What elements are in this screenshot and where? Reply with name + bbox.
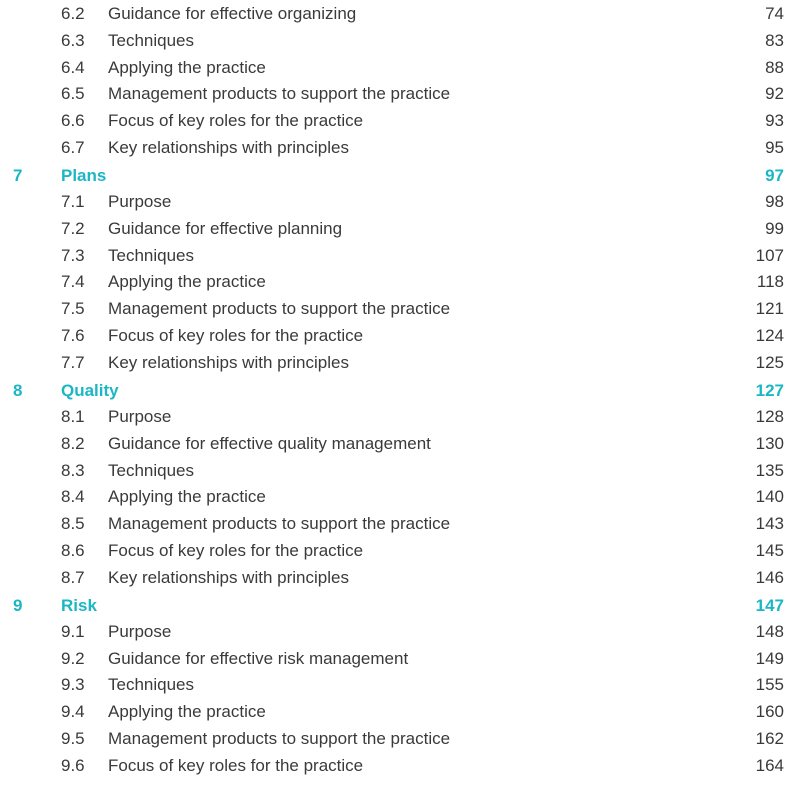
toc-section-row[interactable]	[0, 242, 800, 269]
page-number: 83	[765, 30, 784, 50]
toc-section-row[interactable]	[0, 54, 800, 81]
page-number: 130	[755, 433, 784, 453]
toc-section-row[interactable]	[0, 188, 800, 215]
section-number: 8.4	[61, 487, 85, 507]
section-title: Applying the practice	[108, 272, 266, 292]
chapter-title: Plans	[61, 165, 107, 185]
page-number: 121	[755, 299, 784, 319]
section-title: Guidance for effective quality management	[108, 433, 431, 453]
toc-section-row[interactable]	[0, 268, 800, 295]
page-number: 162	[755, 729, 784, 749]
section-number: 8.6	[61, 540, 85, 560]
toc-section-row[interactable]	[0, 295, 800, 322]
chapter-title: Quality	[61, 380, 119, 400]
section-title: Purpose	[108, 406, 172, 426]
toc-section-row[interactable]	[0, 0, 800, 27]
page-number: 164	[755, 755, 784, 775]
section-number: 7.4	[61, 272, 85, 292]
section-title: Focus of key roles for the practice	[108, 111, 364, 131]
toc-section-row[interactable]	[0, 483, 800, 510]
page-number: 74	[765, 4, 784, 23]
toc-section-row[interactable]	[0, 430, 800, 457]
chapter-number: 9	[13, 595, 23, 615]
section-title: Techniques	[108, 675, 195, 695]
toc-section-row[interactable]	[0, 698, 800, 725]
page-number: 92	[765, 84, 784, 104]
section-title: Key relationships with principles	[108, 352, 349, 372]
toc-section-row[interactable]	[0, 107, 800, 134]
section-title: Applying the practice	[108, 57, 266, 77]
section-number: 8.7	[61, 567, 85, 587]
section-number: 9.2	[61, 648, 85, 668]
toc-section-row[interactable]	[0, 725, 800, 752]
section-number: 9.3	[61, 675, 85, 695]
section-number: 8.2	[61, 433, 85, 453]
section-number: 6.3	[61, 30, 85, 50]
section-title: Guidance for effective planning	[108, 218, 343, 238]
toc-section-row[interactable]	[0, 564, 800, 591]
section-number: 9.6	[61, 755, 85, 775]
section-title: Key relationships with principles	[108, 137, 349, 157]
section-number: 6.4	[61, 57, 85, 77]
section-number: 7.5	[61, 299, 85, 319]
page-number: 118	[756, 272, 784, 292]
toc-section-row[interactable]	[0, 645, 800, 672]
section-title: Techniques	[108, 30, 195, 50]
section-title: Management products to support the practice	[108, 299, 451, 319]
page-number: 155	[755, 675, 784, 695]
section-number: 6.5	[61, 84, 85, 104]
toc-chapter-row[interactable]	[0, 591, 800, 618]
section-title: Techniques	[108, 245, 195, 265]
toc-section-row[interactable]	[0, 510, 800, 537]
page-number: 127	[755, 380, 784, 400]
section-title: Techniques	[108, 460, 195, 480]
toc-section-row[interactable]	[0, 457, 800, 484]
toc-section-row[interactable]	[0, 80, 800, 107]
page-number: 140	[755, 487, 784, 507]
section-title: Applying the practice	[108, 487, 266, 507]
section-number: 8.1	[61, 406, 85, 426]
section-number: 9.4	[61, 702, 85, 722]
page-number: 93	[765, 111, 784, 131]
section-title: Management products to support the practice	[108, 514, 451, 534]
chapter-number: 7	[13, 165, 23, 185]
toc-section-row[interactable]	[0, 134, 800, 161]
section-number: 9.1	[61, 621, 85, 641]
page-number: 107	[755, 245, 784, 265]
toc-chapter-row[interactable]	[0, 376, 800, 403]
section-title: Applying the practice	[108, 702, 266, 722]
page-number: 125	[755, 352, 784, 372]
toc-section-row[interactable]	[0, 349, 800, 376]
page-number: 99	[765, 218, 784, 238]
section-number: 7.1	[61, 192, 85, 212]
page-number: 124	[755, 326, 784, 346]
section-title: Key relationships with principles	[108, 567, 349, 587]
section-title: Focus of key roles for the practice	[108, 755, 364, 775]
chapter-number: 8	[13, 380, 23, 400]
section-number: 6.6	[61, 111, 85, 131]
page-number: 88	[765, 57, 784, 77]
section-title: Guidance for effective risk management	[108, 648, 409, 668]
toc-section-row[interactable]	[0, 215, 800, 242]
toc-section-row[interactable]	[0, 671, 800, 698]
section-number: 6.2	[61, 4, 85, 23]
toc-section-row[interactable]	[0, 322, 800, 349]
toc-section-row[interactable]	[0, 537, 800, 564]
page-number: 97	[765, 165, 784, 185]
page-number: 98	[765, 192, 784, 212]
section-number: 9.5	[61, 729, 85, 749]
toc-section-row[interactable]	[0, 618, 800, 645]
section-title: Purpose	[108, 192, 172, 212]
toc-section-row[interactable]	[0, 27, 800, 54]
page-number: 146	[755, 567, 784, 587]
toc-section-row[interactable]	[0, 403, 800, 430]
section-title: Management products to support the practice	[108, 729, 451, 749]
section-title: Purpose	[108, 621, 172, 641]
page-number: 145	[755, 540, 784, 560]
page-number: 95	[765, 137, 784, 157]
section-number: 8.3	[61, 460, 85, 480]
chapter-title: Risk	[61, 595, 97, 615]
page-number: 135	[755, 460, 784, 480]
section-title: Focus of key roles for the practice	[108, 326, 364, 346]
page-number: 128	[755, 406, 784, 426]
section-title: Guidance for effective organizing	[108, 4, 357, 23]
section-number: 6.7	[61, 137, 85, 157]
toc-chapter-row[interactable]	[0, 161, 800, 188]
page-number: 149	[755, 648, 784, 668]
page-number: 148	[755, 621, 784, 641]
page-number: 143	[755, 514, 784, 534]
section-number: 7.2	[61, 218, 85, 238]
section-title: Focus of key roles for the practice	[108, 540, 364, 560]
section-number: 7.7	[61, 352, 85, 372]
page-number: 160	[755, 702, 784, 722]
section-number: 7.6	[61, 326, 85, 346]
section-number: 8.5	[61, 514, 85, 534]
toc-section-row[interactable]	[0, 752, 800, 779]
section-number: 7.3	[61, 245, 85, 265]
section-title: Management products to support the practice	[108, 84, 451, 104]
page-number: 147	[755, 595, 784, 615]
